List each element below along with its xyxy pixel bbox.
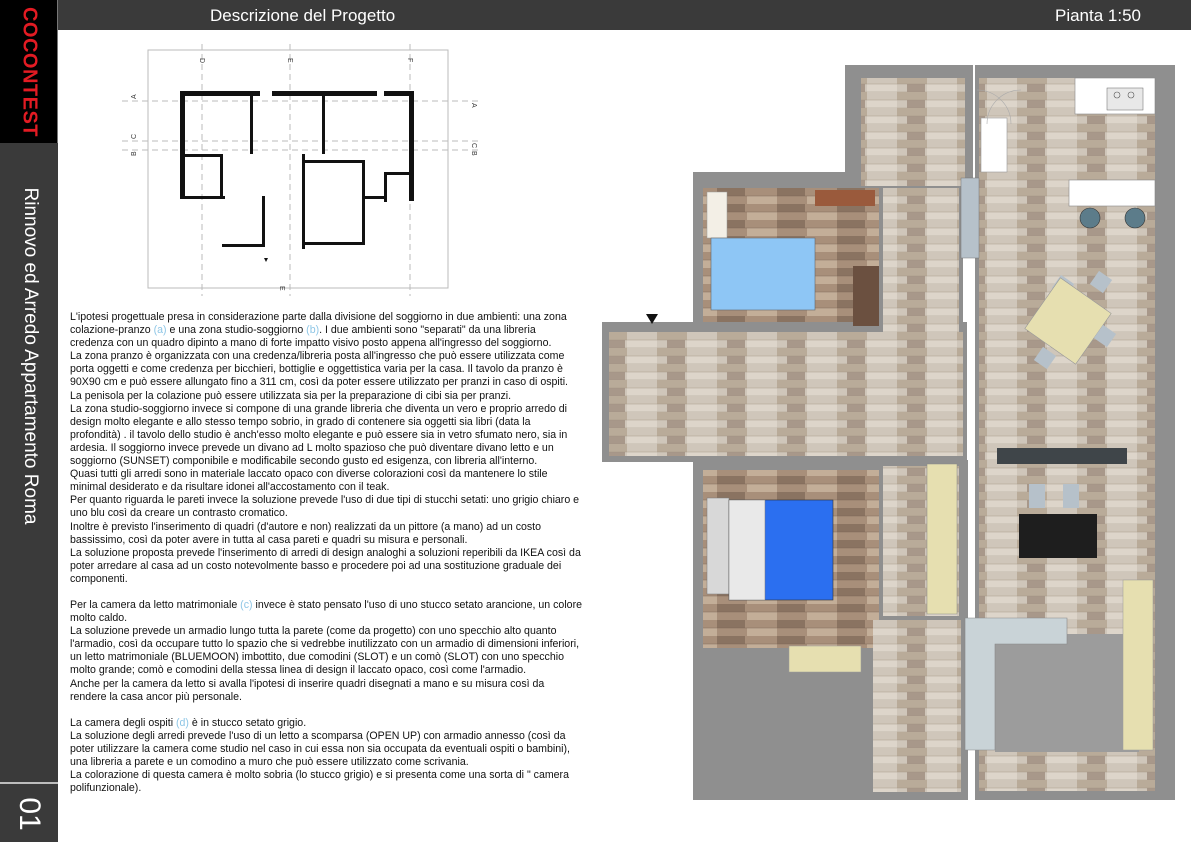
bed-headboard	[707, 498, 729, 594]
reference-a: (a)	[153, 324, 167, 337]
text-fragment: invece è stato pensato l'uso di uno stucco setato arancione, un colore molto caldo.	[70, 598, 582, 625]
paragraph-master-bedroom	[70, 599, 582, 625]
section-label-d-top: D	[198, 58, 205, 64]
section-label-c-left: C	[131, 133, 138, 139]
paragraph-walls: Per quanto riguarda le pareti invece la soluzione prevede l'uso di due tipi di stucchi setati: uno grigio chiaro e uno blu così da creare un contrasto cromatico.	[70, 494, 580, 520]
corridor-floor	[883, 188, 959, 332]
section-label-b-left: B	[131, 151, 138, 156]
page-title: Descrizione del Progetto	[210, 6, 396, 25]
pillows	[729, 500, 765, 600]
paragraph-guest-room	[70, 717, 582, 730]
spacer	[70, 586, 582, 599]
sidebar	[0, 0, 58, 842]
storage-cabinet	[981, 118, 1007, 172]
brand-logo: COCONTEST	[18, 6, 41, 138]
paragraph-bedroom-paintings: Anche per la camera da letto si avalla l'ipotesi di inserire quadri disegnati a mano e su misura così da rendere la casa ancor più personale.	[70, 677, 545, 703]
section-label-e-bottom: E	[278, 286, 285, 291]
plan-scale: Pianta 1:50	[1054, 6, 1141, 25]
mirror-wardrobe	[927, 464, 957, 614]
rug	[995, 634, 1139, 752]
wall-shelf	[815, 190, 875, 206]
chair-icon	[1063, 484, 1079, 508]
paragraph-dining: La zona pranzo è organizzata con una credenza/libreria posta all'ingresso che può essere utilizzata come porta oggetti e come credenza per bicchieri, bottiglie e oggettistica varia per la casa. Il tavolo da pranzo è 90X90 cm e può essere allungato fino a 311 cm, così da poter essere utilizzato per pranzi in caso di ospiti. La penisola per la colazione può essere utilizzata sia per la preparazione di cibi sia per pranzi.	[70, 350, 568, 402]
page-number-block	[0, 782, 58, 844]
chair-icon	[1029, 484, 1045, 508]
paragraph-ikea: La soluzione proposta prevede l'inserimento di arredi di design analoghi a soluzioni reperibili da IKEA così da poter arredare al casa ad un costo notevolmente basso e procedere poi ad una sostituzione graduale dei componenti.	[70, 546, 581, 585]
wall-desk	[853, 266, 879, 326]
reference-b: (b)	[306, 324, 320, 337]
project-title: Rinnovo ed Arredo Appartamento Roma	[20, 187, 41, 525]
paragraph-paintings: Inoltre è previsto l'inserimento di quadri (d'autore e non) realizzati da un pittore (a mano) ad un costo bassissimo, così da poter avere in tutta al casa pareti e quadri su misura e personali.	[70, 520, 542, 546]
project-description	[70, 311, 582, 795]
text-fragment: è in stucco setato grigio.	[188, 716, 307, 729]
entrance-floor	[609, 332, 963, 456]
study-desk	[1019, 514, 1097, 558]
spacer	[70, 704, 582, 717]
dresser	[789, 646, 861, 672]
key-plan	[122, 44, 482, 296]
sideboard	[961, 178, 979, 258]
folding-bed	[711, 238, 815, 310]
text-fragment: e una zona studio-soggiorno	[166, 324, 307, 337]
breakfast-peninsula	[1069, 180, 1155, 206]
text-fragment: . I due ambienti sono "separati" da una libreria credenza con un quadro dipinto a mano di forte impatto visivo posto appena all'ingresso del soggiorno.	[70, 324, 552, 350]
text-fragment: La camera degli ospiti	[70, 716, 176, 729]
reference-d: (d)	[176, 716, 189, 729]
header-bar	[58, 0, 1191, 30]
text-fragment: Per la camera da letto matrimoniale	[70, 598, 241, 611]
text-fragment: L'ipotesi progettuale presa in considerazione parte dalla divisione del soggiorno in due ambienti: una zona colazione-pranzo	[70, 311, 567, 337]
tv-unit	[1123, 580, 1153, 750]
section-label-c-right: C	[470, 143, 477, 149]
paragraph-guest-color: La colorazione di questa camera è molto sobria (lo stucco grigio) e si presenta come una sorta di " camera polifunzionale).	[70, 769, 569, 795]
section-label-f-top: F	[406, 58, 413, 63]
wardrobe	[707, 192, 727, 238]
paragraph-materials: Quasi tutti gli arredi sono in materiale laccato opaco con diverse colorazioni così da mantenere lo stile minimal desiderato e da risultare idonei all'accostamento con il teak.	[70, 468, 548, 494]
section-label-a-left: A	[131, 94, 138, 99]
stool-icon	[1125, 208, 1145, 228]
brand-block	[0, 0, 58, 143]
section-label-a-right: A	[470, 103, 477, 108]
page-number: 01	[13, 797, 46, 831]
section-label-b-right: B	[470, 151, 477, 156]
cooktop	[1107, 88, 1143, 110]
paragraph-intro	[70, 311, 582, 350]
section-label-e-top: E	[286, 58, 293, 63]
stool-icon	[1080, 208, 1100, 228]
paragraph-guest-furniture: La soluzione degli arredi prevede l'uso di un letto a scomparsa (OPEN UP) con armadio annesso (così da poter utilizzare la camera come studio nel caso in cui essa non sia occupata da eventuali ospiti o bambini), una libreria a parete e un comodino a muro che può essere utilizzato come scrivania.	[70, 729, 570, 768]
paragraph-wardrobe: La soluzione prevede un armadio lungo tutta la parete (come da progetto) con uno specchio alto quanto l'armadio, così da occupare tutto lo spazio che si vedrebbe inutilizzato con un armadio di dimensioni inferiori, un letto matrimoniale (BLUEMOON) imbottito, due comodini (SLOT) e un comò (SLOT) con uno specchio molto grande; comò e comodini della stessa linea di design il laccato opaco, così come l'armadio.	[70, 625, 580, 677]
entrance-marker-icon	[264, 258, 268, 262]
bathroom-floor	[861, 78, 965, 186]
paragraph-living: La zona studio-soggiorno invece si compone di una grande libreria che diventa un vero e proprio arredo di design molto elegante e allo stesso tempo sobrio, in grado di contenere sia oggetti sia libri (data la profondità) . il tavolo dello studio è anch'esso molto elegante e può essere sia in vetro sfumato nero, sia in ardesia. Il soggiorno invece prevede un divano ad L molto spazioso che può diventare divano letto e un soggiorno (SUNSET) componibile e modificabile secondo gusto ed esigenza, con libreria all'interno.	[70, 402, 568, 468]
bookcase	[997, 448, 1127, 464]
second-bathroom-floor	[873, 620, 961, 792]
reference-c: (c)	[240, 598, 253, 611]
floor-plan	[597, 60, 1177, 815]
